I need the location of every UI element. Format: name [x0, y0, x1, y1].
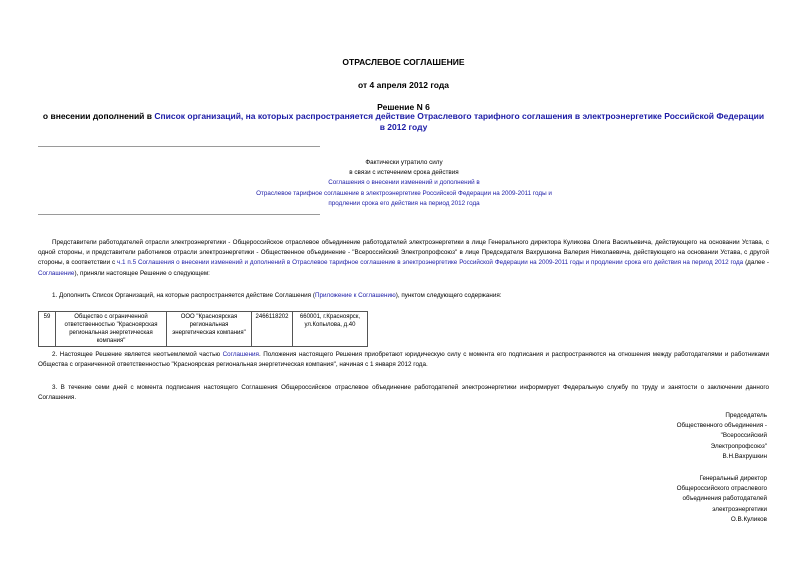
signature-line: электроэнергетики: [712, 505, 767, 513]
intro-text-3: ), приняли настоящее Решение о следующем:: [74, 269, 210, 277]
item-2-paragraph: [38, 350, 769, 370]
item-2-text-2: . Положения настоящего Решения приобретают юридическую силу с момента его подписания и распространяются на отношения между работодателями и работниками Общества с ограниченной ответственностью "Красноярская региональная энергетическая компания", начиная с 1 января 2012 года.: [38, 351, 769, 369]
item-1-paragraph: [38, 291, 769, 301]
document-subtitle: [40, 111, 767, 133]
signature-line: Председатель: [725, 412, 767, 419]
signature-line: Общероссийского отраслевого: [676, 485, 767, 493]
intro-paragraph: [38, 238, 769, 279]
signatory-name: О.В.Куликов: [730, 515, 767, 523]
signature-line: Генеральный директор: [699, 475, 767, 482]
intro-link-agreement[interactable]: Соглашение: [38, 269, 75, 277]
table-row: [39, 312, 368, 347]
validity-notice: [200, 158, 608, 209]
item-3-text: 3. В течение семи дней с момента подписания настоящего Соглашения Общероссийское отраслевое объединение работодателей электроэнергетики информирует Федеральную службу по труду и занятости о заключении данного Соглашения.: [38, 384, 769, 402]
row-number: 59: [39, 312, 56, 347]
organizations-table: [38, 311, 368, 347]
document-date: от 4 апреля 2012 года: [358, 80, 449, 90]
item-1-appendix-link[interactable]: Приложение к Соглашению: [314, 292, 396, 299]
notice-link-2[interactable]: Отраслевое тарифное соглашение в электроэнергетике Российской Федерации на 2009-2011 годы и: [256, 189, 552, 197]
item-2-agreement-link[interactable]: Соглашения: [222, 351, 259, 358]
notice-line-2: в связи с истечением срока действия: [349, 169, 459, 177]
signature-block-union: [627, 411, 767, 462]
intro-link-agreement-clause[interactable]: ч.1 п.5 Соглашения о внесении изменений и дополнений в Отраслевое тарифное соглашение в электроэнергетике Российской Федерации на 2009-2011 годы и продлении срока его действия на период 2012 года: [117, 259, 744, 267]
decision-number: Решение N 6: [377, 102, 430, 112]
item-1-text-2: ), пунктом следующего содержания:: [395, 292, 502, 299]
signature-line: "Всероссийский: [720, 432, 767, 440]
signature-block-employers: [627, 474, 767, 525]
divider-bottom: [38, 214, 320, 215]
signatory-name: В.Н.Вахрушкин: [722, 452, 767, 460]
notice-line-1: Фактически утратило силу: [365, 159, 443, 166]
organization-address: 660001, г.Красноярск, ул.Копылова, д.40: [293, 312, 368, 347]
organization-full-name: Общество с ограниченной ответственностью "Красноярская региональная энергетическая компания": [56, 312, 167, 347]
intro-text-1: Представители работодателей отрасли электроэнергетики - Общероссийское отраслевое объединение работодателей электроэнергетики в лице Генерального директора Куликова Олега Васильевича, действующего на основании Устава, с одной стороны, и представители работников отрасли электроэнергетики - Общественное объединение - "Всероссийский Электропрофсоюз" в лице Председателя Вахрушкина Валерия Николаевича, действующего на основании Устава, с другой стороны, в соответствии с: [38, 239, 769, 267]
organization-inn: 2466118202: [252, 312, 293, 347]
intro-text-2: (далее -: [743, 259, 769, 267]
subtitle-prefix: о внесении дополнений в: [42, 111, 155, 121]
item-3-paragraph: [38, 383, 769, 403]
notice-link-1[interactable]: Соглашения о внесении изменений и дополнений в: [328, 179, 480, 187]
subtitle-link[interactable]: Список организаций, на которых распространяется действие Отраслевого тарифного соглашения в электроэнергетике Российской Федерации в 2012 году: [154, 111, 765, 132]
document-title: ОТРАСЛЕВОЕ СОГЛАШЕНИЕ: [342, 57, 465, 67]
signature-line: Общественного объединения -: [676, 422, 767, 430]
signature-line: Электропрофсоюз": [710, 442, 767, 450]
divider-top: [38, 146, 320, 147]
organization-short-name: ООО "Красноярская региональная энергетическая компания": [167, 312, 252, 347]
notice-link-3[interactable]: продлении срока его действия на период 2012 года: [328, 199, 480, 207]
signature-line: объединения работодателей: [682, 495, 767, 503]
item-2-text-1: 2. Настоящее Решение является неотъемлемой частью: [52, 351, 223, 358]
item-1-text-1: 1. Дополнить Список Организаций, на которые распространяется действие Соглашения (: [52, 292, 315, 299]
